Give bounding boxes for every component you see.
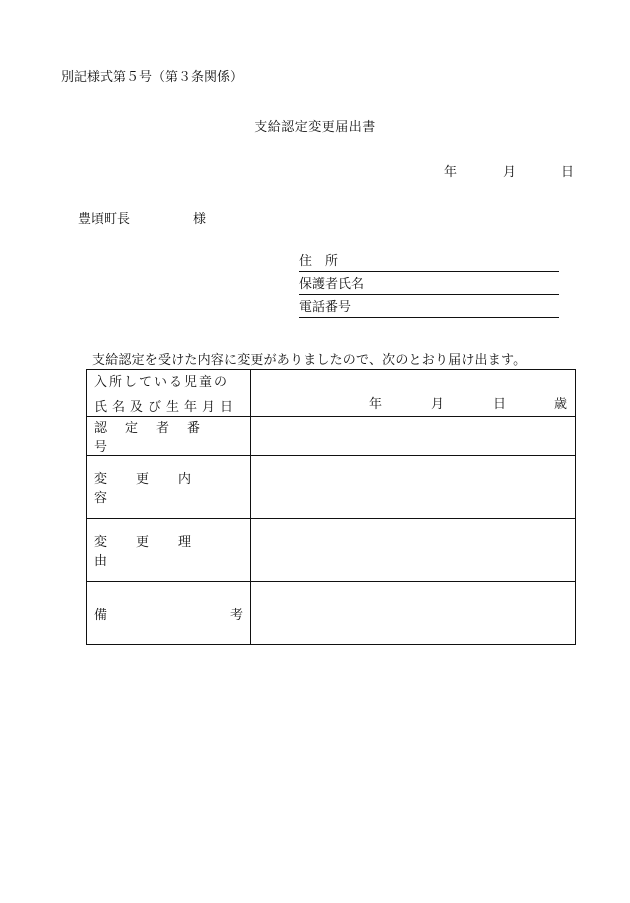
address-field[interactable] [299,254,559,272]
addressee-honorific: 様 [193,212,207,227]
child-label-line2: 氏名及び生年月日 [94,400,239,415]
cert-number-label: 認定者番号 [94,421,219,455]
addressee-name: 豊頃町長 [78,212,131,227]
remarks-value-cell[interactable] [251,582,576,645]
dob-day: 日 [492,397,506,412]
cert-number-label-cell [87,417,251,456]
cert-number-value-cell[interactable] [251,417,576,456]
dob-month: 月 [430,397,444,412]
phone-field[interactable] [299,300,559,318]
age: 歳 [553,397,567,412]
guardian-name-label: 保護者氏名 [299,277,365,292]
phone-label: 電話番号 [299,300,352,315]
child-label-line1: 入所している児童の [94,375,230,390]
change-content-label-cell [87,456,251,519]
address-label: 住 所 [299,254,339,269]
remarks-label-cell [87,582,251,645]
child-value-cell[interactable] [251,370,576,417]
date-day: 日 [561,165,575,180]
change-form-table [86,369,576,645]
change-reason-row [87,519,576,582]
remarks-label-last: 考 [229,607,243,623]
change-reason-label-cell [87,519,251,582]
intro-text: 支給認定を受けた内容に変更がありましたので、次のとおり届け出ます。 [92,353,527,368]
date-month: 月 [503,165,517,180]
child-row [87,370,576,417]
change-reason-value-cell[interactable] [251,519,576,582]
form-number: 別記様式第５号（第３条関係） [61,70,244,85]
date-year: 年 [444,165,458,180]
change-content-value-cell[interactable] [251,456,576,519]
remarks-label-first: 備 [94,607,108,623]
dob-year: 年 [368,397,382,412]
change-content-label: 変更内容 [94,472,221,506]
change-reason-label: 変更理由 [94,535,221,569]
guardian-name-field[interactable] [299,277,559,295]
page-title: 支給認定変更届出書 [254,120,376,135]
cert-number-row [87,417,576,456]
child-label-cell [87,370,251,417]
change-content-row [87,456,576,519]
remarks-row [87,582,576,645]
